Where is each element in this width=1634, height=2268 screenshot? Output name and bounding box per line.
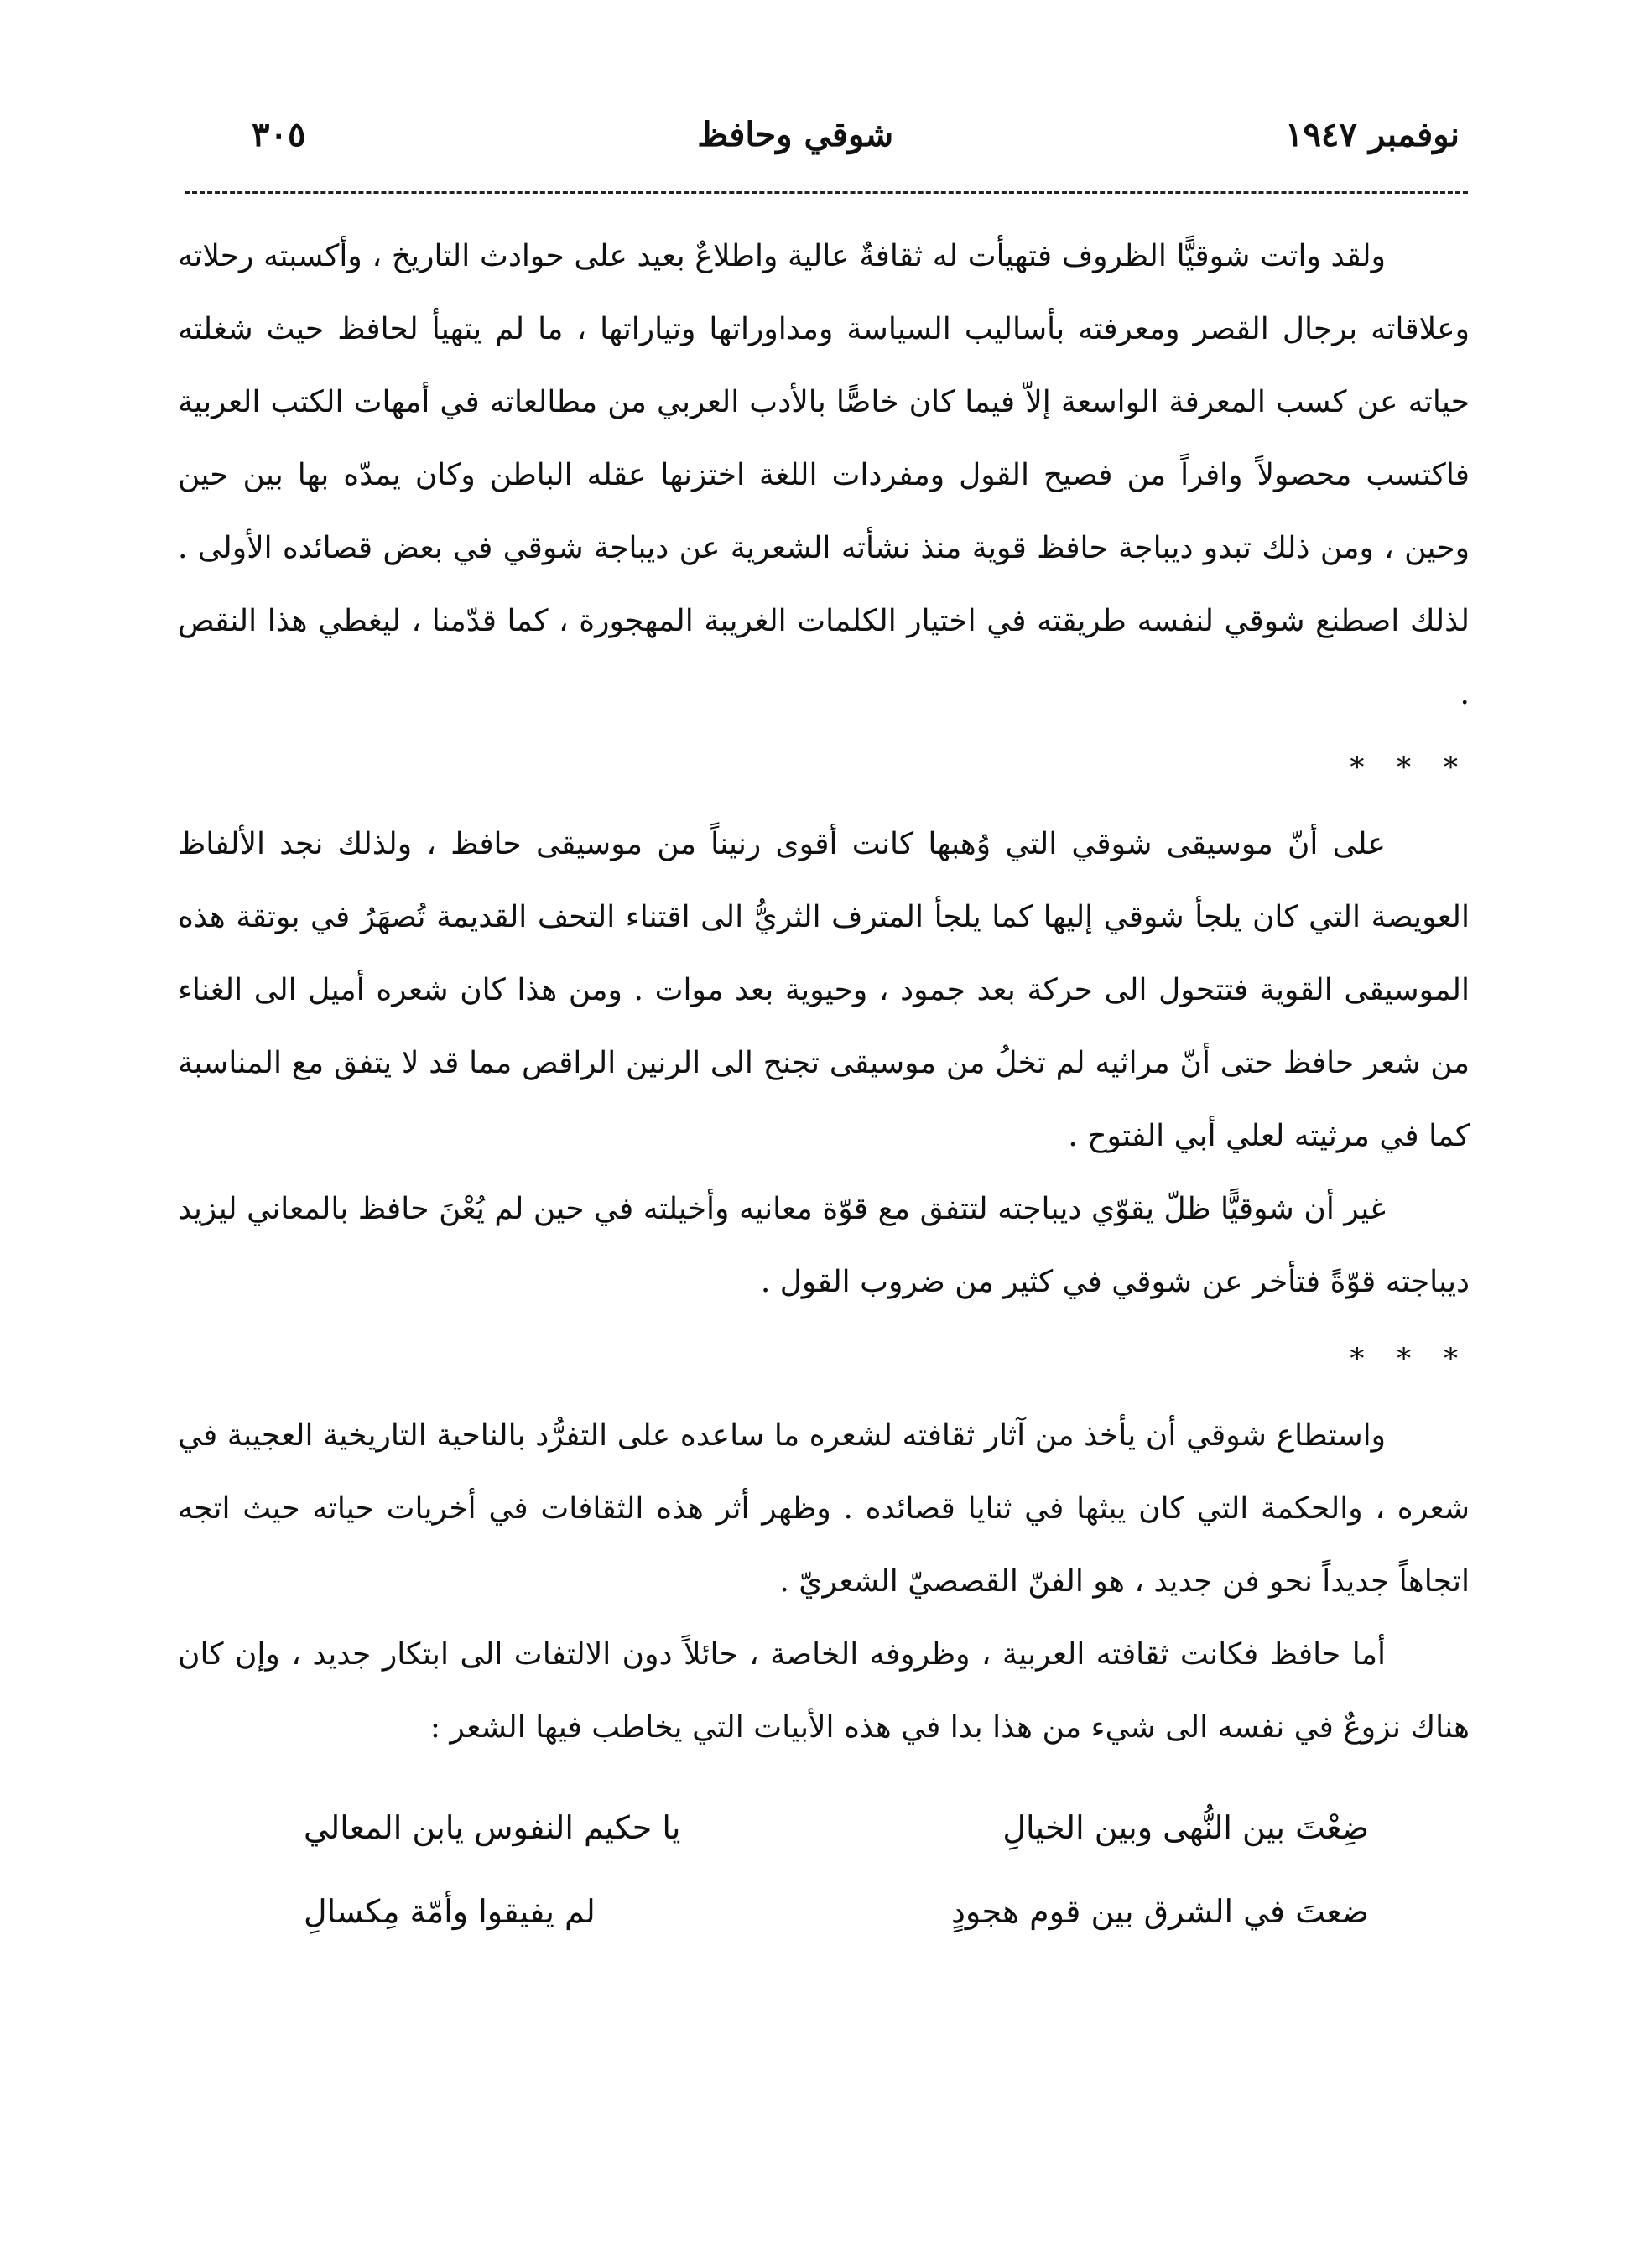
verse-line [304, 1870, 1369, 1953]
verse-second-hemistich: لم يفيقوا وأمّة مِكسالِ [304, 1893, 596, 1930]
paragraph: واستطاع شوقي أن يأخذ من آثار ثقافته لشعره ما ساعده على التفرُّد بالناحية التاريخية العجيبة في شعره ، والحكمة التي كان يبثها في ثنايا قصائده . وظهر أثر هذه الثقافات في أخريات حياته حيث اتجه اتجاهاً جديداً نحو فن جديد ، هو الفنّ القصصيّ الشعريّ . [178, 1418, 1470, 1599]
header-date: نوفمبر ١٩٤٧ [1284, 114, 1460, 154]
paragraph: أما حافظ فكانت ثقافته العربية ، وظروفه الخاصة ، حائلاً دون الالتفات الى ابتكار جديد ، وإن كان هناك نزوعٌ في نفسه الى شيء من هذا بدا في هذه الأبيات التي يخاطب فيها الشعر : [178, 1637, 1470, 1745]
paragraph: على أنّ موسيقى شوقي التي وُهبها كانت أقوى رنيناً من موسيقى حافظ ، ولذلك نجد الألفاظ العويصة التي كان يلجأ شوقي إليها كما يلجأ المترف الثريُّ الى اقتناء التحف القديمة تُصهَرُ في بوتقة هذه الموسيقى القوية فتتحول الى حركة بعد جمود ، وحيوية بعد موات . ومن هذا كان شعره أميل الى الغناء من شعر حافظ حتى أنّ مراثيه لم تخلُ من موسيقى تجنح الى الرنين الراقص مما قد لا يتفق مع المناسبة كما في مرثيته لعلي أبي الفتوح . [178, 827, 1470, 1153]
verse-first-hemistich: ضعتَ في الشرق بين قوم هجودٍ [950, 1893, 1369, 1930]
verse-first-hemistich: ضِعْتَ بين النُّهى وبين الخيالِ [1002, 1809, 1369, 1846]
paragraph: ولقد واتت شوقيًّا الظروف فتهيأت له ثقافةٌ عالية واطلاعٌ بعيد على حوادث التاريخ ، وأكسبته رحلاته وعلاقاته برجال القصر ومعرفته بأساليب السياسة ومداوراتها وتياراتها ، ما لم يتهيأ لحافظ حيث شغلته حياته عن كسب المعرفة الواسعة إلاّ فيما كان خاصًّا بالأدب العربي من مطالعاته في أمهات الكتب العربية فاكتسب محصولاً وافراً من فصيح القول ومفردات اللغة اختزنها عقله الباطن وكان يمدّه بها بين حين وحين ، ومن ذلك تبدو ديباجة حافظ قوية منذ نشأته الشعرية عن ديباجة شوقي في بعض قصائده الأولى . لذلك اصطنع شوقي لنفسه طريقته في اختيار الكلمات الغريبة المهجورة ، كما قدّمنا ، ليغطي هذا النقص . [178, 239, 1470, 711]
section-separator: * * * [1350, 1342, 1470, 1376]
paragraph: غير أن شوقيًّا ظلّ يقوّي ديباجته لتتفق مع قوّة معانيه وأخيلته في حين لم يُعْنَ حافظ بالمعاني ليزيد ديباجته قوّةً فتأخر عن شوقي في كثير من ضروب القول . [178, 1192, 1470, 1299]
running-header [252, 109, 1460, 159]
header-title: شوقي وحافظ [697, 114, 894, 154]
page-number: ٣٠٥ [252, 114, 306, 154]
article-body [178, 220, 1470, 1953]
header-rule [185, 191, 1468, 194]
verse-second-hemistich: يا حكيم النفوس يابن المعالي [304, 1809, 681, 1846]
section-separator: * * * [1350, 751, 1470, 784]
poem-verse [304, 1786, 1369, 1953]
verse-line [304, 1786, 1369, 1870]
